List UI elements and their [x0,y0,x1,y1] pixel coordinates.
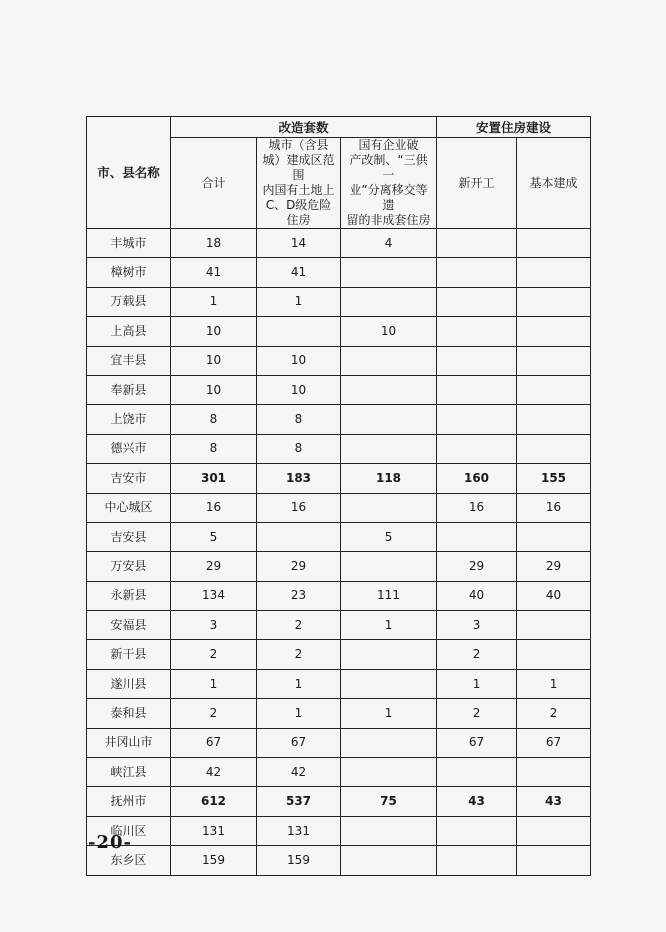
cell-new-start [437,258,517,287]
cell-basic-done [517,640,591,669]
cell-total: 10 [171,317,257,346]
table-row [87,787,591,816]
table-row [87,287,591,316]
cell-region-name: 新干县 [87,640,171,669]
cell-basic-done [517,758,591,787]
cell-region-name: 丰城市 [87,229,171,258]
table-row [87,229,591,258]
cell-city: 159 [257,846,341,875]
cell-enterprise [341,287,437,316]
cell-basic-done [517,434,591,463]
cell-new-start [437,405,517,434]
cell-basic-done [517,258,591,287]
cell-enterprise [341,493,437,522]
cell-enterprise: 118 [341,464,437,493]
cell-city: 10 [257,346,341,375]
table-body [87,229,591,876]
header-line: 业”分离移交等遗 [349,183,428,212]
cell-new-start: 3 [437,611,517,640]
cell-new-start [437,758,517,787]
cell-region-name: 永新县 [87,581,171,610]
table-row [87,758,591,787]
table-row [87,317,591,346]
cell-region-name: 德兴市 [87,434,171,463]
cell-total: 18 [171,229,257,258]
cell-enterprise: 111 [341,581,437,610]
table-row [87,816,591,845]
cell-total: 1 [171,287,257,316]
cell-basic-done [517,816,591,845]
header-group-renovation: 改造套数 [171,117,437,138]
header-line: 国有企业破 [358,138,419,152]
header-line: 内国有土地上 [262,183,335,197]
cell-basic-done [517,522,591,551]
cell-new-start [437,375,517,404]
cell-total: 41 [171,258,257,287]
cell-total: 2 [171,699,257,728]
header-city-dangerous-housing [257,138,341,229]
table-row [87,434,591,463]
cell-city: 1 [257,699,341,728]
cell-total: 301 [171,464,257,493]
cell-total: 16 [171,493,257,522]
table-row [87,699,591,728]
cell-city: 14 [257,229,341,258]
cell-city: 8 [257,434,341,463]
cell-city: 537 [257,787,341,816]
cell-region-name: 中心城区 [87,493,171,522]
header-line: C、D级危险住房 [265,198,332,227]
header-enterprise-housing [341,138,437,229]
cell-region-name: 宜丰县 [87,346,171,375]
cell-new-start: 67 [437,728,517,757]
cell-city: 183 [257,464,341,493]
table-row [87,405,591,434]
cell-city: 1 [257,287,341,316]
cell-basic-done [517,611,591,640]
cell-enterprise: 1 [341,699,437,728]
cell-enterprise [341,375,437,404]
cell-new-start [437,816,517,845]
cell-new-start: 29 [437,552,517,581]
cell-region-name: 临川区 [87,816,171,845]
cell-total: 2 [171,640,257,669]
cell-enterprise: 1 [341,611,437,640]
cell-basic-done [517,346,591,375]
cell-region-name: 万载县 [87,287,171,316]
cell-total: 29 [171,552,257,581]
cell-basic-done: 155 [517,464,591,493]
cell-total: 134 [171,581,257,610]
cell-new-start [437,229,517,258]
header-region-name: 市、县名称 [87,117,171,229]
header-line: 产改制、“三供一 [349,153,428,182]
cell-basic-done [517,229,591,258]
cell-enterprise: 4 [341,229,437,258]
table-row [87,846,591,875]
header-line: 留的非成套住房 [346,213,431,227]
cell-basic-done [517,317,591,346]
cell-city: 10 [257,375,341,404]
cell-city: 41 [257,258,341,287]
cell-region-name: 峡江县 [87,758,171,787]
cell-total: 8 [171,434,257,463]
cell-basic-done: 16 [517,493,591,522]
cell-basic-done: 1 [517,669,591,698]
table-row [87,493,591,522]
header-new-start: 新开工 [437,138,517,229]
cell-total: 131 [171,816,257,845]
cell-city [257,317,341,346]
cell-total: 3 [171,611,257,640]
cell-basic-done: 29 [517,552,591,581]
cell-new-start: 2 [437,640,517,669]
cell-basic-done: 2 [517,699,591,728]
header-total: 合计 [171,138,257,229]
housing-renovation-table [86,116,591,876]
header-group-resettlement: 安置住房建设 [437,117,591,138]
cell-city: 8 [257,405,341,434]
table-row [87,258,591,287]
cell-enterprise [341,846,437,875]
cell-new-start [437,434,517,463]
table-row [87,552,591,581]
cell-region-name: 樟树市 [87,258,171,287]
cell-city: 42 [257,758,341,787]
cell-total: 67 [171,728,257,757]
cell-region-name: 万安县 [87,552,171,581]
cell-city: 2 [257,611,341,640]
table-row [87,611,591,640]
cell-total: 1 [171,669,257,698]
table-row [87,346,591,375]
cell-total: 612 [171,787,257,816]
cell-basic-done: 67 [517,728,591,757]
cell-new-start [437,287,517,316]
cell-region-name: 安福县 [87,611,171,640]
cell-region-name: 抚州市 [87,787,171,816]
cell-total: 8 [171,405,257,434]
cell-total: 42 [171,758,257,787]
cell-region-name: 吉安县 [87,522,171,551]
cell-city: 23 [257,581,341,610]
table-row [87,728,591,757]
table-row [87,640,591,669]
cell-enterprise [341,552,437,581]
cell-region-name: 上高县 [87,317,171,346]
header-basic-done: 基本建成 [517,138,591,229]
cell-enterprise [341,758,437,787]
cell-new-start: 2 [437,699,517,728]
cell-new-start: 1 [437,669,517,698]
cell-total: 10 [171,346,257,375]
cell-region-name: 遂川县 [87,669,171,698]
cell-total: 10 [171,375,257,404]
table-row [87,375,591,404]
cell-new-start [437,346,517,375]
cell-enterprise [341,669,437,698]
page-number: -20- [88,832,132,853]
cell-new-start: 40 [437,581,517,610]
cell-enterprise [341,640,437,669]
cell-basic-done [517,375,591,404]
header-line: 城市（含县 [268,138,329,152]
cell-region-name: 上饶市 [87,405,171,434]
cell-basic-done [517,846,591,875]
table-row [87,464,591,493]
cell-city: 2 [257,640,341,669]
cell-total: 5 [171,522,257,551]
cell-new-start [437,846,517,875]
cell-city: 1 [257,669,341,698]
cell-basic-done: 43 [517,787,591,816]
cell-region-name: 井冈山市 [87,728,171,757]
header-line: 城）建成区范围 [262,153,335,182]
cell-new-start [437,317,517,346]
cell-city: 29 [257,552,341,581]
table-row [87,581,591,610]
cell-enterprise [341,405,437,434]
cell-city [257,522,341,551]
cell-basic-done: 40 [517,581,591,610]
cell-new-start: 16 [437,493,517,522]
cell-enterprise [341,728,437,757]
cell-region-name: 东乡区 [87,846,171,875]
cell-basic-done [517,405,591,434]
table-row [87,522,591,551]
cell-new-start: 43 [437,787,517,816]
cell-enterprise [341,434,437,463]
cell-new-start: 160 [437,464,517,493]
cell-city: 67 [257,728,341,757]
cell-region-name: 泰和县 [87,699,171,728]
cell-region-name: 吉安市 [87,464,171,493]
cell-enterprise: 10 [341,317,437,346]
cell-basic-done [517,287,591,316]
cell-enterprise: 5 [341,522,437,551]
table-row [87,669,591,698]
cell-enterprise [341,816,437,845]
cell-region-name: 奉新县 [87,375,171,404]
cell-enterprise [341,258,437,287]
cell-city: 131 [257,816,341,845]
cell-enterprise: 75 [341,787,437,816]
cell-new-start [437,522,517,551]
cell-city: 16 [257,493,341,522]
cell-enterprise [341,346,437,375]
cell-total: 159 [171,846,257,875]
